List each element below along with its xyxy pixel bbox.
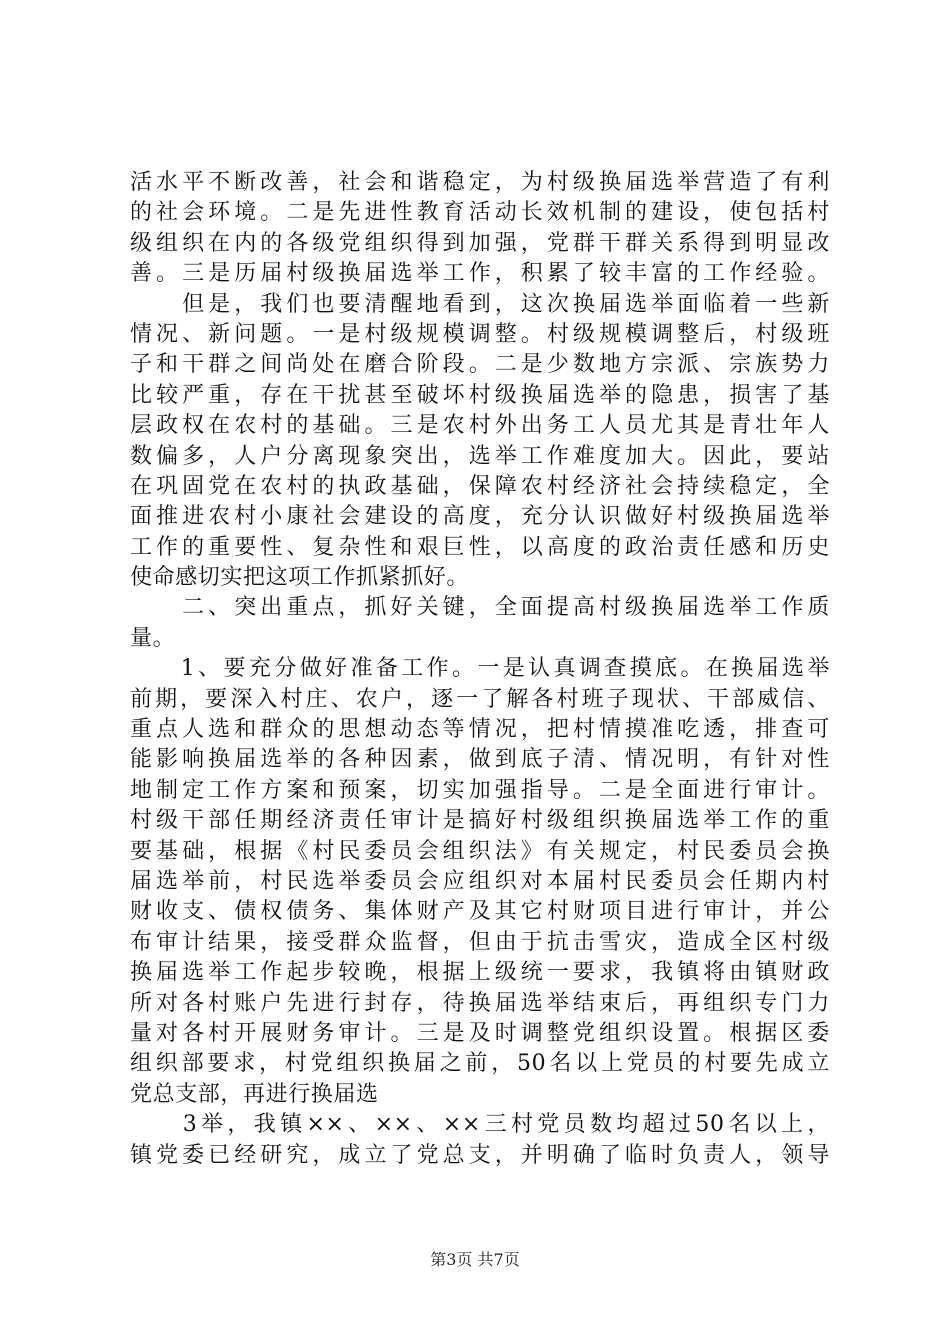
text-line: 财收支、债权债务、集体财产及其它村财项目进行审计，并公 [130,899,830,925]
text-line: 使命感切实把这项工作抓紧抓好。 [130,565,470,591]
text-line: 层政权在农村的基础。三是农村外出务工人员尤其是青壮年人 [130,413,830,439]
text-line: 村级干部任期经济责任审计是搞好村级组织换届选举工作的重 [130,808,830,834]
text-line: 在巩固党在农村的执政基础，保障农村经济社会持续稳定，全 [130,473,830,499]
text-line: 活水平不断改善，社会和谐稳定，为村级换届选举营造了有利 [130,170,830,195]
text-line: 量对各村开展财务审计。三是及时调整党组织设置。根据区委 [130,1020,830,1046]
text-line: 的社会环境。二是先进性教育活动长效机制的建设，使包括村 [130,200,830,226]
text-line: 要基础，根据《村民委员会组织法》有关规定，村民委员会换 [130,838,830,864]
text-line: 数偏多，人户分离现象突出，选举工作难度加大。因此，要站 [130,443,830,469]
text-line: 能影响换届选举的各种因素，做到底子清、情况明，有针对性 [130,747,830,773]
text-line: 但是，我们也要清醒地看到，这次换届选举面临着一些新 [130,291,830,317]
text-line: 届选举前，村民选举委员会应组织对本届村民委员会任期内村 [130,868,830,894]
text-line: 前期，要深入村庄、农户，逐一了解各村班子现状、干部威信、 [130,686,830,712]
text-line: 镇党委已经研究，成立了党总支，并明确了临时负责人，领导 [130,1142,830,1168]
text-line: 地制定工作方案和预案，切实加强指导。二是全面进行审计。 [130,777,830,803]
text-line: 组织部要求，村党组织换届之前，50名以上党员的村要先成立 [130,1051,830,1077]
text-line: 所对各村账户先进行封存，待换届选举结束后，再组织专门力 [130,990,830,1016]
text-line: 换届选举工作起步较晚，根据上级统一要求，我镇将由镇财政 [130,960,830,986]
text-line: 级组织在内的各级党组织得到加强，党群干群关系得到明显改 [130,230,830,256]
text-line: 善。三是历届村级换届选举工作，积累了较丰富的工作经验。 [130,261,830,287]
body-text [130,168,830,1171]
text-line: 党总支部，再进行换届选 [130,1081,379,1107]
section-heading-tail: 量。 [130,625,176,651]
text-line: 情况、新问题。一是村级规模调整。村级规模调整后，村级班 [130,321,830,347]
text-line: 重点人选和群众的思想动态等情况，把村情摸准吃透，排查可 [130,717,830,743]
text-line: 工作的重要性、复杂性和艰巨性，以高度的政治责任感和历史 [130,534,830,560]
text-line: 1、要充分做好准备工作。一是认真调查摸底。在换届选举 [130,656,830,682]
page-footer: 第3页 共7页 [430,1250,520,1269]
text-line: 3举，我镇××、××、××三村党员数均超过50名以上， [130,1112,830,1138]
text-line: 布审计结果，接受群众监督，但由于抗击雪灾，造成全区村级 [130,929,830,955]
text-line: 面推进农村小康社会建设的高度，充分认识做好村级换届选举 [130,504,830,530]
text-line: 比较严重，存在干扰甚至破坏村级换届选举的隐患，损害了基 [130,382,830,408]
section-heading: 二、突出重点，抓好关键，全面提高村级换届选举工作质 [130,595,830,621]
text-line: 子和干群之间尚处在磨合阶段。二是少数地方宗派、宗族势力 [130,352,830,378]
